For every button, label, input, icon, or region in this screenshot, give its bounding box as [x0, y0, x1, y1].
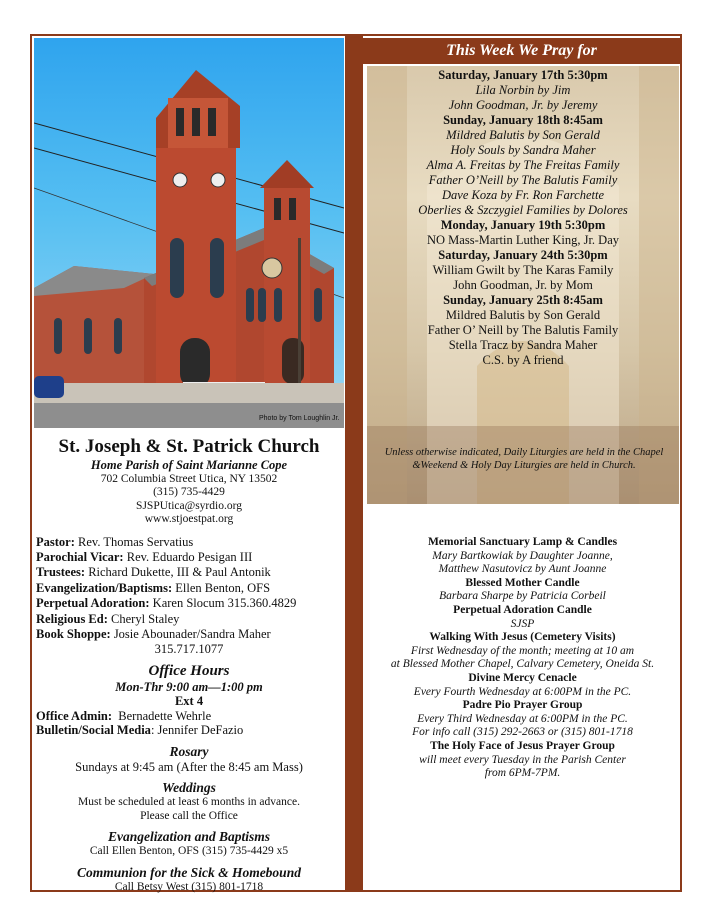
church-phone: (315) 735-4429: [153, 486, 225, 498]
pray-day-2: Sunday, January 18th 8:45am Mildred Balutis by Son Gerald Holy Souls by Sandra Maher Alma A. Freitas by The Freitas Family Father O’Neill by The Balutis Family Dave Koza by Fr. Ron Farchette Oberlies & Szczygiel Families by Dolores: [418, 113, 628, 217]
candle-item: Memorial Sanctuary Lamp & Candles Mary Bartkowiak by Daughter Joanne, Matthew Nasutovicz by Aunt Joanne: [427, 536, 618, 576]
candles-and-groups: [365, 536, 680, 781]
group-item: Walking With Jesus (Cemetery Visits) First Wednesday of the month; meeting at 10 am at Blessed Mother Chapel, Calvary Cemetery, Oneida St.: [390, 631, 655, 671]
rosary-text: Sundays at 9:45 am (After the 8:45 am Mass): [75, 759, 303, 774]
communion-text: Call Betsy West (315) 801-1718: [114, 880, 264, 893]
pray-day-5: Sunday, January 25th 8:45am Mildred Balutis by Son Gerald Father O’ Neill by The Balutis Family Stella Tracz by Sandra Maher C.S. by A friend: [427, 293, 619, 367]
group-item: The Holy Face of Jesus Prayer Group will meet every Tuesday in the Parish Center from 6PM-7PM.: [419, 739, 626, 780]
pray-list: [367, 68, 679, 368]
staff-religious-ed: Religious Ed: Cheryl Staley: [36, 611, 180, 626]
church-email[interactable]: SJSPUtica@syrdio.org: [136, 499, 242, 512]
photo-credit: Photo by Tom Loughlin Jr.: [259, 415, 340, 422]
liturgy-note: Unless otherwise indicated, Daily Liturgies are held in the Chapel &Weekend & Holy Day Liturgies are held in Church.: [384, 447, 664, 471]
evangelization-title: Evangelization and Baptisms: [107, 829, 271, 845]
staff-list: [36, 535, 342, 658]
candle-item: Blessed Mother Candle Barbara Sharpe by Patricia Corbeil: [439, 576, 606, 603]
church-photo: [34, 38, 344, 428]
office-admin: Office Admin: Bernadette Wehrle: [36, 708, 212, 723]
evangelization-text: Call Ellen Benton, OFS (315) 735-4429 x5: [89, 845, 289, 858]
staff-pastor: Pastor: Rev. Thomas Servatius: [36, 534, 194, 549]
communion-title: Communion for the Sick & Homebound: [77, 864, 301, 880]
staff-adoration: Perpetual Adoration: Karen Slocum 315.360.4829: [36, 596, 297, 611]
church-illustration: [34, 38, 344, 428]
home-parish: Home Parish of Saint Marianne Cope: [90, 458, 288, 472]
staff-vicar: Parochial Vicar: Rev. Eduardo Pesigan III: [36, 549, 253, 564]
pray-header: This Week We Pray for: [363, 38, 680, 64]
church-website[interactable]: www.stjoestpat.org: [144, 513, 234, 525]
pray-day-1: Saturday, January 17th 5:30pm Lila Norbin by Jim John Goodman, Jr. by Jeremy: [438, 68, 608, 112]
group-item: Padre Pio Prayer Group Every Third Wednesday at 6:00PM in the PC. For info call (315) 292-2663 or (315) 801-1718: [412, 699, 633, 739]
group-item: Divine Mercy Cenacle Every Fourth Wednesday at 6:00PM in the PC.: [413, 671, 632, 698]
staff-book-shoppe: Book Shoppe: Josie Abounader/Sandra Maher: [36, 626, 271, 641]
pray-panel: [367, 66, 679, 504]
staff-evangelization: Evangelization/Baptisms: Ellen Benton, OFS: [36, 580, 271, 595]
bulletin-contact: Bulletin/Social Media: Jennifer DeFazio: [36, 723, 244, 738]
pray-day-4: Saturday, January 24th 5:30pm William Gwilt by The Karas Family John Goodman, Jr. by Mom: [432, 248, 614, 292]
candle-item: Perpetual Adoration Candle SJSP: [453, 603, 592, 630]
book-shoppe-phone: 315.717.1077: [154, 642, 224, 657]
pray-day-3: Monday, January 19th 5:30pm NO Mass-Martin Luther King, Jr. Day: [427, 218, 619, 247]
office-ext: Ext 4: [174, 694, 204, 709]
weddings-title: Weddings: [162, 780, 216, 796]
office-hours: Mon-Thr 9:00 am—1:00 pm: [115, 679, 263, 694]
church-name: St. Joseph & St. Patrick Church: [58, 436, 320, 457]
rosary-title: Rosary: [169, 743, 209, 759]
staff-trustees: Trustees: Richard Dukette, III & Paul Antonik: [36, 565, 271, 580]
church-address: 702 Columbia Street Utica, NY 13502: [100, 472, 278, 485]
column-divider: [345, 34, 363, 892]
office-hours-title: Office Hours: [148, 662, 230, 679]
weddings-line1: Must be scheduled at least 6 months in advance.: [78, 796, 300, 809]
weddings-line2: Please call the Office: [140, 809, 238, 822]
parish-info: [36, 434, 342, 894]
